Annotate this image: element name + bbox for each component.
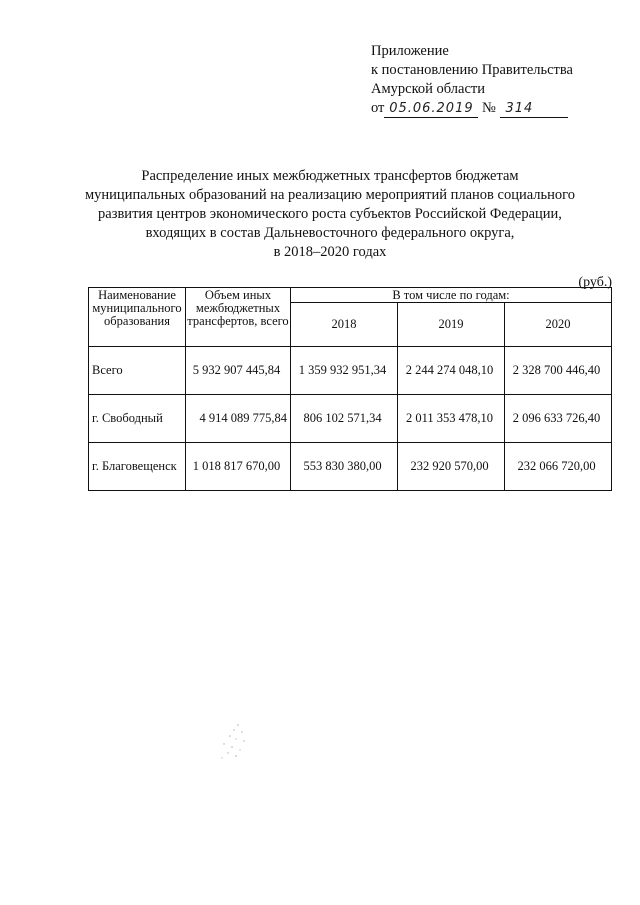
number-prefix: № — [482, 100, 496, 116]
resolution-date: 05.06.2019 — [384, 101, 478, 118]
header-year-2019: 2019 — [398, 303, 505, 347]
resolution-date-number-line — [371, 99, 621, 118]
row-2019: 232 920 570,00 — [398, 443, 505, 491]
scan-artifact-icon — [216, 722, 252, 762]
row-total: 5 932 907 445,84 — [186, 347, 291, 395]
title-line-3: развития центров экономического роста субъектов Российской Федерации, — [98, 206, 562, 222]
title-line-4: входящих в состав Дальневосточного федерального округа, — [145, 225, 515, 241]
table-row — [89, 443, 612, 491]
title-line-2: муниципальных образований на реализацию мероприятий планов социального — [84, 187, 575, 203]
row-total: 1 018 817 670,00 — [186, 443, 291, 491]
resolution-number: 314 — [500, 101, 568, 118]
row-name: г. Благовещенск — [89, 443, 186, 491]
header-total: Объем иных межбюджетных трансфертов, всего — [186, 288, 291, 347]
table-row — [89, 395, 612, 443]
row-2019: 2 244 274 048,10 — [398, 347, 505, 395]
row-2018: 1 359 932 951,34 — [291, 347, 398, 395]
row-2018: 806 102 571,34 — [291, 395, 398, 443]
header-by-years: В том числе по годам: — [291, 288, 612, 303]
header-year-2020: 2020 — [505, 303, 612, 347]
row-2020: 2 096 633 726,40 — [505, 395, 612, 443]
date-prefix: от — [371, 100, 385, 116]
title-line-5: в 2018–2020 годах — [273, 244, 387, 260]
row-2018: 553 830 380,00 — [291, 443, 398, 491]
table-header-row — [89, 288, 612, 303]
document-title — [80, 167, 580, 262]
currency-unit: (руб.) — [578, 275, 612, 290]
row-2020: 2 328 700 446,40 — [505, 347, 612, 395]
row-name: Всего — [89, 347, 186, 395]
header-year-2018: 2018 — [291, 303, 398, 347]
transfers-table — [88, 287, 612, 491]
appendix-line-3: Амурской области — [371, 81, 485, 97]
appendix-line-1: Приложение — [371, 43, 449, 59]
header-municipality: Наименование муниципального образования — [89, 288, 186, 347]
table-row — [89, 347, 612, 395]
appendix-block — [371, 42, 621, 118]
row-2020: 232 066 720,00 — [505, 443, 612, 491]
row-2019: 2 011 353 478,10 — [398, 395, 505, 443]
title-line-1: Распределение иных межбюджетных трансфертов бюджетам — [141, 168, 519, 184]
appendix-line-2: к постановлению Правительства — [371, 62, 573, 78]
row-total: 4 914 089 775,84 — [186, 395, 291, 443]
row-name: г. Свободный — [89, 395, 186, 443]
